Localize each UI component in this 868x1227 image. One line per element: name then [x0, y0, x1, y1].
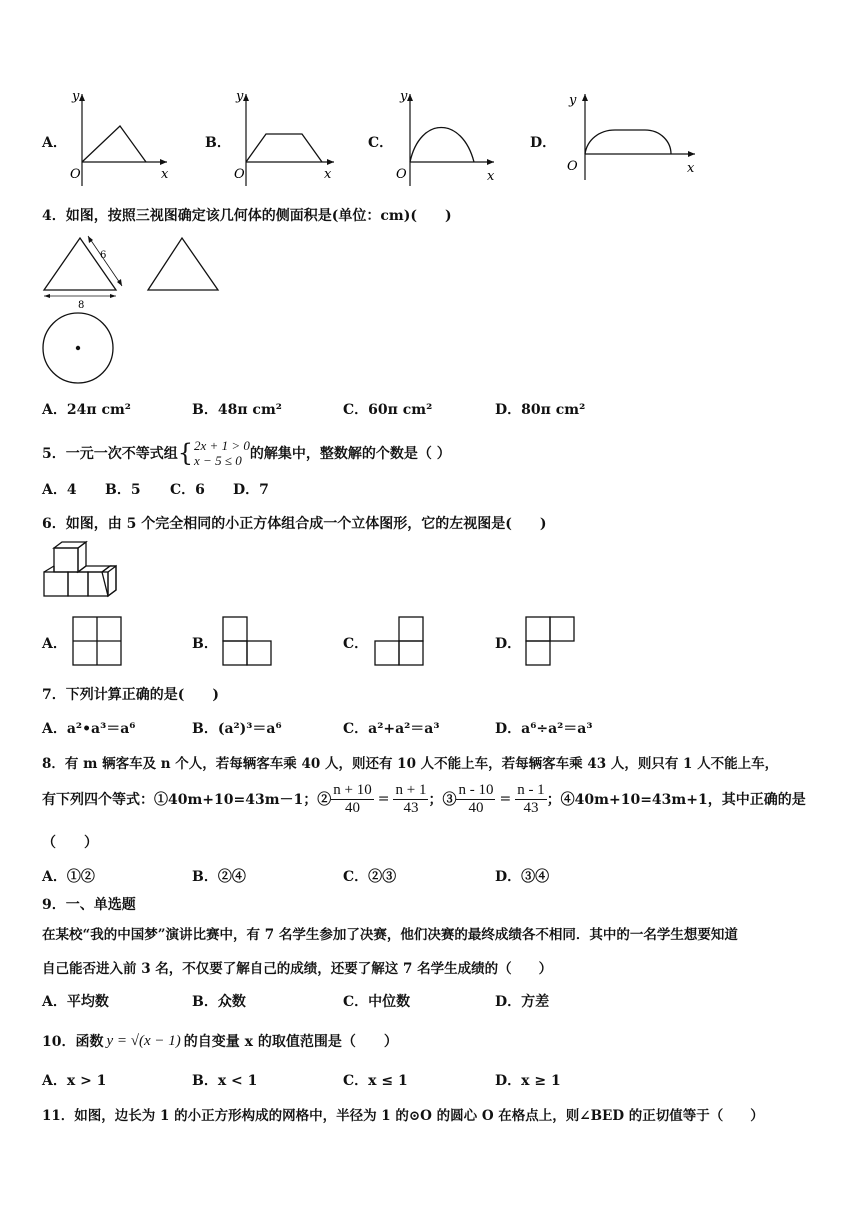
q3-d-x: x: [687, 161, 695, 176]
q6-option-d-figure: [525, 616, 579, 668]
q5-line2: x − 5 ≤ 0: [194, 453, 242, 468]
q5-line1: 2x + 1 > 0: [194, 438, 250, 453]
q3-a-x: x: [161, 167, 169, 182]
q8-frac1: [331, 782, 373, 817]
q8-frac4: [515, 782, 547, 817]
q3-option-b-letter: B．: [205, 135, 231, 151]
q9-option-a[interactable]: A．平均数: [42, 994, 109, 1010]
q6-stem: 6．如图，由 5 个完全相同的小正方体组合成一个立体图形，它的左视图是( ): [42, 516, 547, 532]
q9-option-d[interactable]: D．方差: [495, 994, 550, 1010]
q8-option-a[interactable]: A．①②: [42, 869, 95, 885]
q3-option-c-letter: C．: [368, 135, 394, 151]
q5-prefix: 5．一元一次不等式组: [42, 446, 178, 462]
q3-c-o: O: [396, 167, 407, 182]
q8-frac3: [456, 782, 495, 817]
q8-frac2-num: n + 1: [395, 781, 427, 798]
q10-suffix: 的自变量 x 的取值范围是（ ）: [183, 1034, 398, 1050]
q7-option-d[interactable]: D．a⁶÷a²＝a³: [495, 721, 593, 737]
q3-option-b-graph: [226, 88, 341, 188]
q5-option-d[interactable]: D．7: [233, 482, 269, 498]
q7-stem: 7．下列计算正确的是( ): [42, 687, 219, 703]
q8-option-d[interactable]: D．③④: [495, 869, 550, 885]
q3-option-d-graph: [565, 88, 705, 178]
q8-frac3-den: 40: [468, 799, 484, 816]
q11-stem: 11．如图，边长为 1 的小正方形构成的网格中，半径为 1 的⊙O 的圆心 O 在格点上，则∠BED 的正切值等于（ ）: [42, 1108, 764, 1124]
q3-option-d-letter: D．: [530, 135, 557, 151]
q4-top-view: [40, 312, 120, 392]
q10-option-d[interactable]: D．x ≥ 1: [495, 1073, 561, 1089]
q8-frac1-num: n + 10: [333, 781, 372, 798]
q4-label-base: 8: [78, 300, 85, 311]
q8-frac3-num: n - 10: [458, 781, 494, 798]
q10-stem: [42, 1031, 398, 1051]
q8-frac1-den: 40: [345, 799, 361, 816]
q8-frac4-num: n - 1: [517, 781, 545, 798]
q3-a-o: O: [70, 167, 81, 182]
q7-option-b[interactable]: B．(a²)³＝a⁶: [192, 721, 282, 737]
q3-d-o: O: [567, 159, 578, 174]
q4-option-c[interactable]: C．60π cm²: [343, 402, 433, 418]
q6-option-d[interactable]: D．: [495, 636, 522, 652]
q4-label-side: 6: [100, 250, 107, 261]
q8-line2-c: ；④40m+10=43m+1，其中正确的是: [546, 792, 806, 808]
q9-option-b[interactable]: B．众数: [192, 994, 246, 1010]
q4-stem: 4．如图，按照三视图确定该几何体的侧面积是(单位：cm)( ): [42, 208, 452, 224]
q10-prefix: 10．函数: [42, 1034, 104, 1050]
q5-option-a[interactable]: A．4: [42, 482, 77, 498]
q3-c-y: y: [400, 89, 408, 104]
q6-option-a-figure: [72, 616, 124, 668]
q5-option-b[interactable]: B．5: [105, 482, 141, 498]
q4-front-view: [36, 232, 136, 312]
q6-solid-figure: [40, 540, 130, 610]
q10-option-b[interactable]: B．x < 1: [192, 1073, 258, 1089]
q3-b-x: x: [324, 167, 332, 182]
q8-line2-b: ；③: [428, 792, 457, 808]
q8-option-c[interactable]: C．②③: [343, 869, 397, 885]
q3-option-c-graph: [390, 88, 500, 188]
q3-option-a-letter: A．: [42, 135, 67, 151]
q8-eq1: =: [377, 791, 390, 807]
q3-a-y: y: [72, 89, 80, 104]
q9-line2: 自己能否进入前 3 名，不仅要了解自己的成绩，还要了解这 7 名学生成绩的（ ）: [42, 961, 553, 977]
q8-line3: （ ）: [42, 835, 98, 851]
q10-option-c[interactable]: C．x ≤ 1: [343, 1073, 408, 1089]
q3-d-y: y: [569, 93, 577, 108]
q3-c-x: x: [487, 169, 495, 184]
q5-option-c[interactable]: C．6: [170, 482, 205, 498]
q8-frac2: [393, 782, 428, 817]
q8-frac4-den: 43: [523, 799, 539, 816]
q3-b-o: O: [234, 167, 245, 182]
q3-b-y: y: [236, 89, 244, 104]
q8-frac2-den: 43: [403, 799, 419, 816]
q8-eq2: =: [499, 791, 512, 807]
q7-option-a[interactable]: A．a²•a³＝a⁶: [42, 721, 136, 737]
q10-formula: y = √(x − 1): [106, 1032, 181, 1049]
q9-header: 9．一、单选题: [42, 897, 136, 913]
q10-option-a[interactable]: A．x > 1: [42, 1073, 107, 1089]
q8-line2: [42, 777, 806, 821]
q5-system: [194, 438, 250, 468]
q4-option-b[interactable]: B．48π cm²: [192, 402, 282, 418]
q6-option-a[interactable]: A．: [42, 636, 67, 652]
q5-brace: {: [177, 439, 194, 467]
q6-option-c[interactable]: C．: [343, 636, 369, 652]
q8-option-b[interactable]: B．②④: [192, 869, 246, 885]
q5-suffix: 的解集中，整数解的个数是（ ）: [249, 446, 451, 462]
q3-option-a-graph: [62, 88, 172, 188]
q5-stem: [42, 438, 451, 468]
q4-option-a[interactable]: A．24π cm²: [42, 402, 131, 418]
q9-option-c[interactable]: C．中位数: [343, 994, 411, 1010]
q8-line1: 8．有 m 辆客车及 n 个人，若每辆客车乘 40 人，则还有 10 人不能上车，若每辆客车乘 43 人，则只有 1 人不能上车，: [42, 756, 779, 772]
q4-option-d[interactable]: D．80π cm²: [495, 402, 586, 418]
q6-option-c-figure: [374, 616, 428, 668]
q8-line2-a: 有下列四个等式：①40m+10=43m－1；②: [42, 792, 332, 808]
q7-option-c[interactable]: C．a²+a²＝a³: [343, 721, 440, 737]
q6-option-b[interactable]: B．: [192, 636, 218, 652]
q4-side-view: [144, 234, 224, 294]
q6-option-b-figure: [222, 616, 276, 668]
q9-line1: 在某校“我的中国梦”演讲比赛中，有 7 名学生参加了决赛，他们决赛的最终成绩各不相同．其中的一名学生想要知道: [42, 927, 738, 943]
